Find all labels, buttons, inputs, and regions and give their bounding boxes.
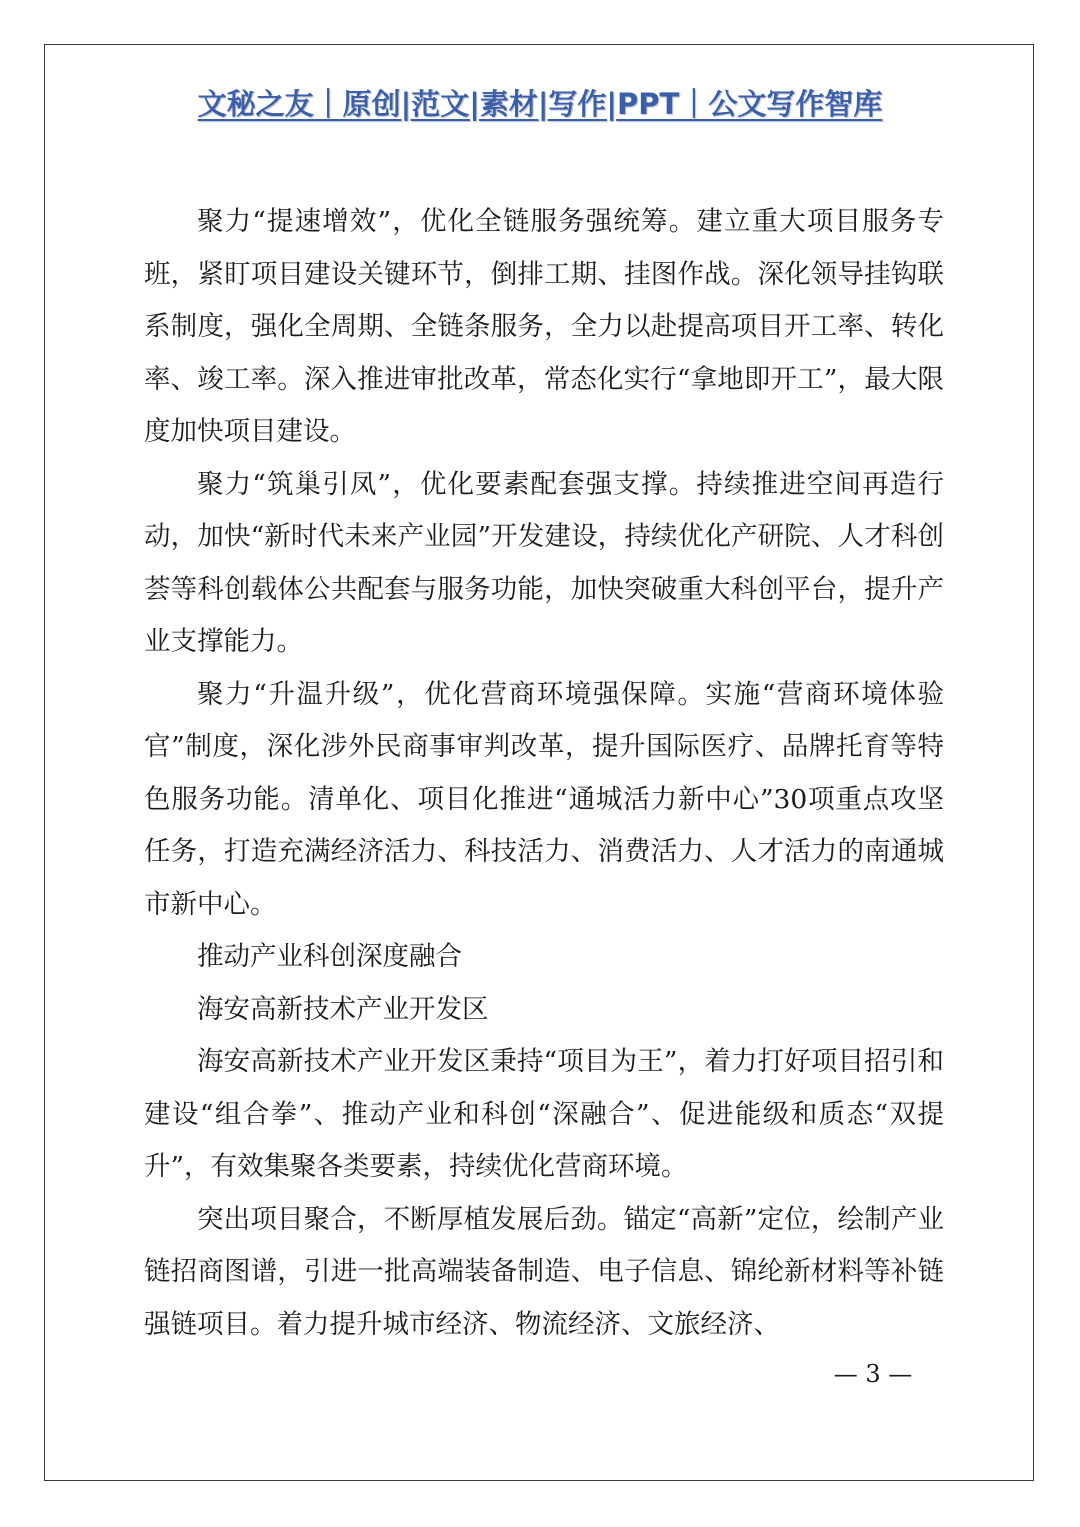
paragraph-3: 聚力“升温升级”，优化营商环境强保障。实施“营商环境体验官”制度，深化涉外民商事审判改革，提升国际医疗、品牌托育等特色服务功能。清单化、项目化推进“通城活力新中心”30项重点攻坚任务，打造充满经济活力、科技活力、消费活力、人才活力的南通城市新中心。 xyxy=(144,678,944,920)
section-heading-2: 海安高新技术产业开发区 xyxy=(197,993,489,1025)
document-body xyxy=(144,196,944,1351)
page-number: — 3 — xyxy=(833,1360,913,1388)
paragraph-2: 聚力“筑巢引凤”，优化要素配套强支撑。持续推进空间再造行动，加快“新时代未来产业园”开发建设，持续优化产研院、人才科创荟等科创载体公共配套与服务功能，加快突破重大科创平台，提升产业支撑能力。 xyxy=(144,468,944,657)
section-heading-1: 推动产业科创深度融合 xyxy=(197,941,462,972)
paragraph-4: 海安高新技术产业开发区秉持“项目为王”，着力打好项目招引和建设“组合拳”、推动产业和科创“深融合”、促进能级和质态“双提升”，有效集聚各类要素，持续优化营商环境。 xyxy=(144,1046,944,1182)
header-banner-link[interactable]: 文秘之友｜原创|范文|素材|写作|PPT｜公文写作智库 xyxy=(197,87,883,121)
paragraph-5: 突出项目聚合，不断厚植发展后劲。锚定“高新”定位，绘制产业链招商图谱，引进一批高端装备制造、电子信息、锦纶新材料等补链强链项目。着力提升城市经济、物流经济、文旅经济、 xyxy=(144,1203,944,1340)
paragraph-1: 聚力“提速增效”，优化全链服务强统筹。建立重大项目服务专班，紧盯项目建设关键环节，倒排工期、挂图作战。深化领导挂钩联系制度，强化全周期、全链条服务，全力以赴提高项目开工率、转化率、竣工率。深入推进审批改革，常态化实行“拿地即开工”，最大限度加快项目建设。 xyxy=(144,206,944,447)
